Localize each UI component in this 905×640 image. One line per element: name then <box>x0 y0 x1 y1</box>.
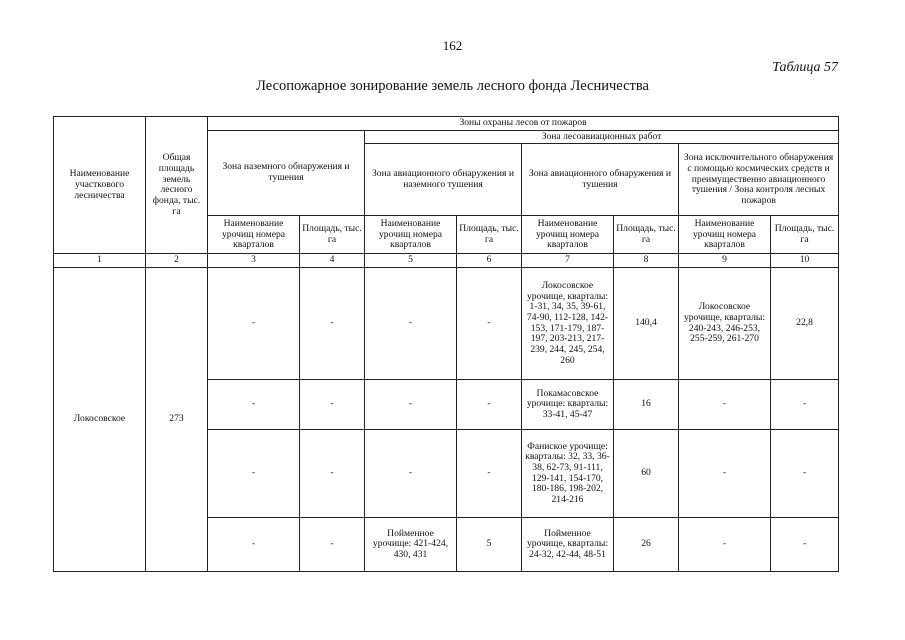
cell-c6: - <box>457 268 522 380</box>
header-fire-protection-zones: Зоны охраны лесов от пожаров <box>208 117 839 131</box>
district-name-cell: Локосовское <box>54 268 146 572</box>
cell-c6: 5 <box>457 518 522 572</box>
header-ground-zone: Зона наземного обнаружения и тушения <box>208 130 365 216</box>
cell-c10: - <box>771 430 839 518</box>
column-number: 9 <box>679 254 771 268</box>
cell-c7: Фаниское урочище: кварталы: 32, 33, 36-38, 62-73, 91-111, 129-141, 154-170, 180-186, 198-202, 214-216 <box>522 430 614 518</box>
column-number: 6 <box>457 254 522 268</box>
table-row <box>54 268 839 380</box>
fire-zoning-table <box>53 116 839 572</box>
header-aviation-ground-zone: Зона авиационного обнаружения и наземного тушения <box>365 144 522 216</box>
cell-c10: - <box>771 518 839 572</box>
cell-c6: - <box>457 380 522 430</box>
district-area-cell: 273 <box>146 268 208 572</box>
cell-c7: Покамасовское урочище: кварталы: 33-41, 45-47 <box>522 380 614 430</box>
cell-c7: Локосовское урочище, кварталы: 1-31, 34, 35, 39-61, 74-90, 112-128, 142-153, 171-179, 187-197, 203-213, 217-239, 244, 245, 254, 260 <box>522 268 614 380</box>
cell-c8: 140,4 <box>614 268 679 380</box>
subheader-name-9: Наименование урочищ номера кварталов <box>679 216 771 254</box>
cell-c3: - <box>208 380 300 430</box>
subheader-area-6: Площадь, тыс. га <box>457 216 522 254</box>
subheader-area-4: Площадь, тыс. га <box>300 216 365 254</box>
column-number: 7 <box>522 254 614 268</box>
header-aviation-zone: Зона авиационного обнаружения и тушения <box>522 144 679 216</box>
header-total-area: Общая площадь земель лесного фонда, тыс. га <box>146 117 208 254</box>
subheader-area-8: Площадь, тыс. га <box>614 216 679 254</box>
header-exclusive-zone: Зона исключительного обнаружения с помощью космических средств и преимущественно авиационного тушения / Зона контроля лесных пожаров <box>679 144 839 216</box>
cell-c8: 26 <box>614 518 679 572</box>
subheader-name-5: Наименование урочищ номера кварталов <box>365 216 457 254</box>
cell-c9: Локосовское урочище, кварталы: 240-243, 246-253, 255-259, 261-270 <box>679 268 771 380</box>
cell-c9: - <box>679 380 771 430</box>
cell-c5: - <box>365 430 457 518</box>
column-number: 3 <box>208 254 300 268</box>
cell-c5: - <box>365 380 457 430</box>
document-title: Лесопожарное зонирование земель лесного фонда Лесничества <box>256 78 649 94</box>
cell-c3: - <box>208 430 300 518</box>
cell-c5: Пойменное урочище: 421-424, 430, 431 <box>365 518 457 572</box>
cell-c4: - <box>300 518 365 572</box>
cell-c3: - <box>208 518 300 572</box>
cell-c4: - <box>300 268 365 380</box>
column-number: 10 <box>771 254 839 268</box>
cell-c5: - <box>365 268 457 380</box>
cell-c9: - <box>679 518 771 572</box>
cell-c9: - <box>679 430 771 518</box>
cell-c3: - <box>208 268 300 380</box>
subheader-name-7: Наименование урочищ номера кварталов <box>522 216 614 254</box>
header-district-name: Наименование участкового лесничества <box>54 117 146 254</box>
column-number: 1 <box>54 254 146 268</box>
table-caption: Таблица 57 <box>772 60 838 75</box>
cell-c4: - <box>300 430 365 518</box>
cell-c4: - <box>300 380 365 430</box>
cell-c7: Пойменное урочище, кварталы: 24-32, 42-44, 48-51 <box>522 518 614 572</box>
page-number: 162 <box>442 38 463 53</box>
cell-c6: - <box>457 430 522 518</box>
cell-c10: 22,8 <box>771 268 839 380</box>
subheader-name-3: Наименование урочищ номера кварталов <box>208 216 300 254</box>
column-number: 5 <box>365 254 457 268</box>
column-number: 8 <box>614 254 679 268</box>
column-number: 4 <box>300 254 365 268</box>
cell-c10: - <box>771 380 839 430</box>
cell-c8: 16 <box>614 380 679 430</box>
subheader-area-10: Площадь, тыс. га <box>771 216 839 254</box>
header-aviation-works-zone: Зона лесоавиационных работ <box>365 130 839 144</box>
cell-c8: 60 <box>614 430 679 518</box>
column-number: 2 <box>146 254 208 268</box>
